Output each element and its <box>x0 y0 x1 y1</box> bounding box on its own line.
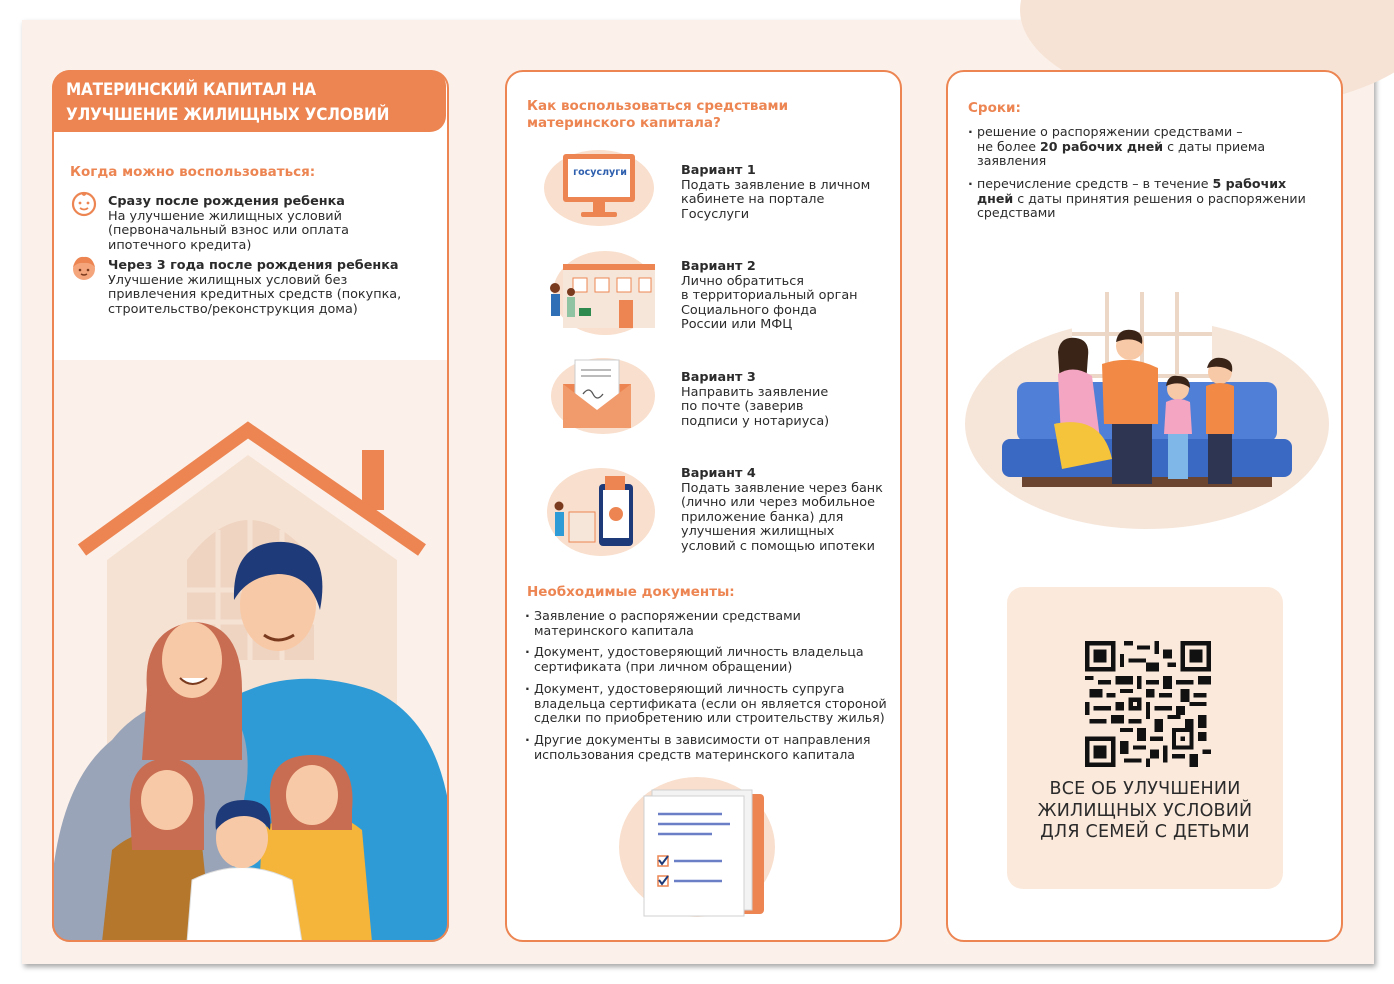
item-1-line: ипотечного кредита) <box>108 237 252 253</box>
gosuslugi-logo: госуслуги <box>573 167 627 178</box>
option-title: Вариант 3 <box>681 370 756 385</box>
doc-line: · Заявление о распоряжении средствами <box>534 608 801 623</box>
qr-caption <box>1007 779 1283 844</box>
option-line: Госуслуги <box>681 206 750 222</box>
term-text: не более <box>977 138 1041 154</box>
doc-line: материнского капитала <box>534 622 694 638</box>
option-line: (лично или через мобильное <box>681 495 875 511</box>
bank-app-icon <box>543 462 655 557</box>
qr-caption-line: ВСЕ ОБ УЛУЧШЕНИИ <box>1049 779 1241 799</box>
doc-item <box>525 609 900 638</box>
doc-line: использования средств материнского капитала <box>534 746 855 762</box>
documents-illustration <box>612 772 792 932</box>
family-sofa-illustration <box>962 284 1332 529</box>
option-title: Вариант 4 <box>681 466 756 481</box>
option-line: Направить заявление <box>681 384 829 400</box>
option-line: подписи у нотариуса) <box>681 413 830 429</box>
option-3 <box>681 371 896 429</box>
doc-line: · Документ, удостоверяющий личность супруга <box>534 681 845 696</box>
doc-line: · Документ, удостоверяющий личность владельца <box>534 644 864 659</box>
doc-line: владельца сертификата (если он является стороной <box>534 695 887 711</box>
qr-caption-line: ДЛЯ СЕМЕЙ С ДЕТЬМИ <box>1040 822 1250 842</box>
terms-title: Сроки: <box>968 100 1021 116</box>
qr-caption-line: ЖИЛИЩНЫХ УСЛОВИЙ <box>1037 800 1253 821</box>
option-line: Подать заявление через банк <box>681 480 883 496</box>
doc-item <box>525 682 900 726</box>
option-2 <box>681 260 896 333</box>
middle-panel <box>505 70 902 942</box>
doc-item <box>525 645 900 674</box>
office-visit-icon <box>543 248 655 338</box>
term-line: · решение о распоряжении средствами – <box>977 124 1243 139</box>
term-text: перечисление средств – в течение <box>977 176 1213 191</box>
item-1-line: На улучшение жилищных условий <box>108 208 342 224</box>
option-line: Социального фонда <box>681 302 817 318</box>
term-item-1 <box>968 125 1338 169</box>
qr-code[interactable] <box>1085 641 1211 767</box>
term-bold: дней <box>977 190 1014 206</box>
option-line: кабинете на портале <box>681 192 825 208</box>
doc-line: сделки по приобретению или строительству жилья) <box>534 710 885 725</box>
term-line: средствами <box>977 205 1056 220</box>
term-line <box>977 140 1338 155</box>
doc-line: сертификата (при личном обращении) <box>534 658 793 674</box>
how-title-line: Как воспользоваться средствами <box>527 98 789 114</box>
mail-envelope-icon <box>543 354 655 436</box>
left-header-text: МАТЕРИНСКИЙ КАПИТАЛ НА УЛУЧШЕНИЕ ЖИЛИЩНЫХ УСЛОВИЙ <box>66 80 390 125</box>
qr-card <box>1007 587 1283 889</box>
term-line <box>977 192 1338 207</box>
option-title: Вариант 2 <box>681 259 756 274</box>
how-title <box>527 98 788 132</box>
left-panel-border <box>52 70 449 942</box>
option-line: в территориальный орган <box>681 288 858 304</box>
option-line: Лично обратиться <box>681 273 804 289</box>
term-bold: 20 рабочих дней <box>1040 138 1164 154</box>
option-line: улучшения жилищных <box>681 524 835 540</box>
item-2-title: Через 3 года после рождения ребенка <box>108 258 399 273</box>
item-2-line: строительство/реконструкция дома) <box>108 301 358 317</box>
item-1-line: (первоначальный взнос или оплата <box>108 223 349 239</box>
option-line: условий с помощью ипотеки <box>681 538 875 554</box>
term-text: с даты принятия решения о распоряжении <box>1013 190 1306 206</box>
term-line <box>977 177 1338 192</box>
how-title-line: материнского капитала? <box>527 115 721 131</box>
option-4 <box>681 467 896 555</box>
doc-line: · Другие документы в зависимости от направления <box>534 732 871 747</box>
gosuslugi-computer-icon <box>543 148 655 228</box>
option-line: приложение банка) для <box>681 509 844 525</box>
item-1-title: Сразу после рождения ребенка <box>108 194 345 209</box>
option-line: по почте (заверив <box>681 399 804 415</box>
item-2-line: Улучшение жилищных условий без <box>108 272 348 288</box>
doc-item <box>525 733 900 762</box>
term-text: с даты приема <box>1163 138 1266 154</box>
term-item-2 <box>968 177 1338 221</box>
term-line: заявления <box>977 153 1047 168</box>
option-1 <box>681 164 896 222</box>
option-line: Подать заявление в личном <box>681 177 871 193</box>
option-line: России или МФЦ <box>681 317 793 333</box>
item-2-line: привлечения кредитных средств (покупка, <box>108 287 402 303</box>
docs-title: Необходимые документы: <box>527 584 735 600</box>
term-bold: 5 рабочих <box>1212 176 1287 191</box>
option-title: Вариант 1 <box>681 163 756 178</box>
when-title: Когда можно воспользоваться: <box>70 164 316 180</box>
